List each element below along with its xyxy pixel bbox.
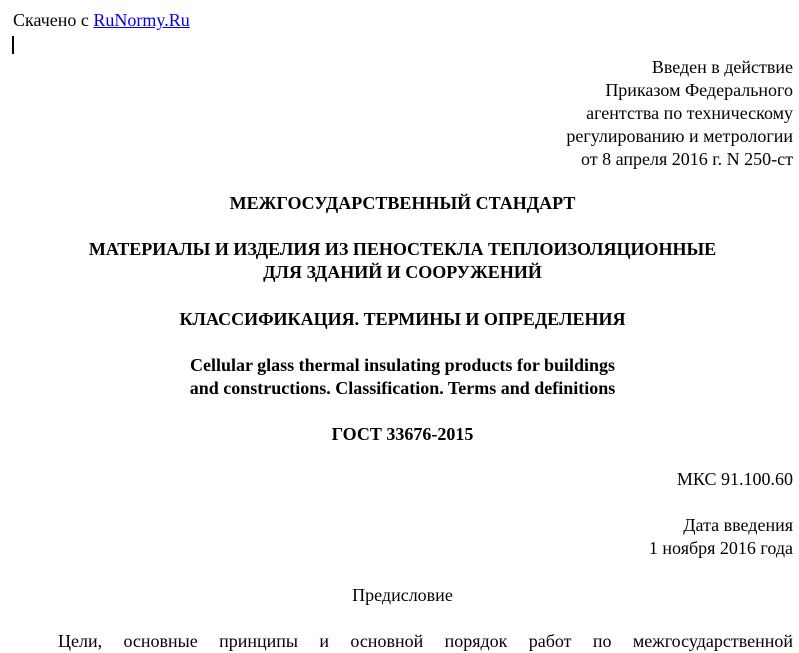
enactment-line: Введен в действие [651,57,793,77]
preface-paragraph: Цели, основные принципы и основной порядок работ по межгосударственной [58,631,793,651]
text-cursor [12,36,14,54]
intro-date-block [649,514,793,560]
enactment-line: агентства по техническому [586,103,793,123]
intro-date-value: 1 ноября 2016 года [648,538,793,558]
enactment-line: Приказом Федерального [605,80,793,100]
title-en-line-2: and constructions. Classification. Terms and definitions [189,378,616,398]
enactment-block [566,56,793,171]
title-ru-line-2: ДЛЯ ЗДАНИЙ И СООРУЖЕНИЙ [263,262,542,282]
mks-code [677,468,793,491]
standard-type: МЕЖГОСУДАРСТВЕННЫЙ СТАНДАРТ [229,193,576,213]
gost-number: ГОСТ 33676-2015 [331,424,474,444]
intro-date-label: Дата введения [683,515,793,535]
subtitle-ru: КЛАССИФИКАЦИЯ. ТЕРМИНЫ И ОПРЕДЕЛЕНИЯ [179,309,626,329]
enactment-line: от 8 апреля 2016 г. N 250-ст [581,149,793,169]
source-line [13,9,190,31]
title-en-line-1: Cellular glass thermal insulating products for buildings [189,355,616,375]
source-prefix: Скачено с [13,10,94,30]
source-link[interactable]: RuNormy.Ru [93,10,190,30]
mks-value: МКС 91.100.60 [676,469,793,489]
preface-heading: Предисловие [352,585,453,605]
enactment-line: регулированию и метрологии [566,126,793,146]
title-ru-line-1: МАТЕРИАЛЫ И ИЗДЕЛИЯ ИЗ ПЕНОСТЕКЛА ТЕПЛОИЗОЛЯЦИОННЫЕ [88,239,717,259]
